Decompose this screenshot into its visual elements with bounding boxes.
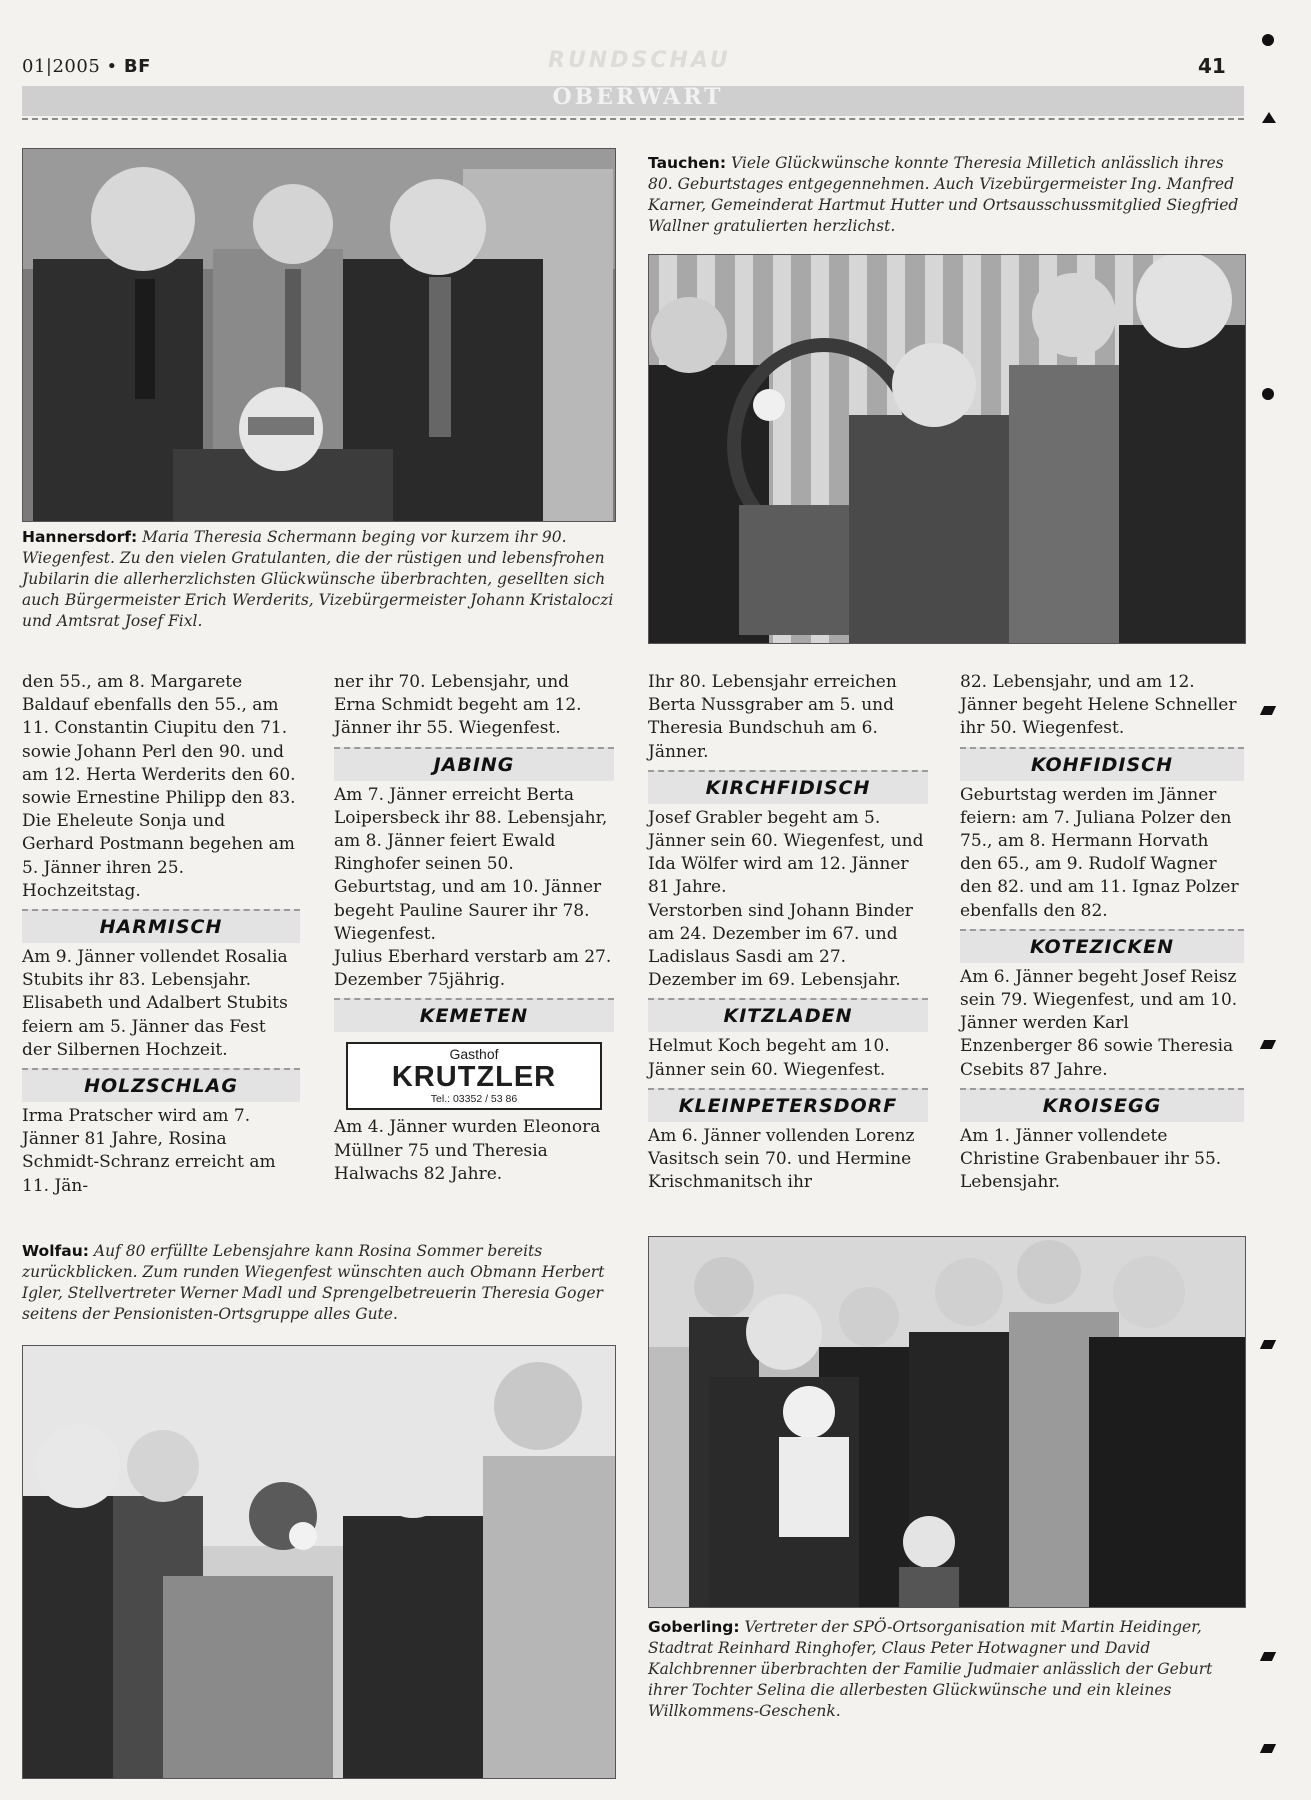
column-2 <box>334 671 614 1186</box>
binder-mark <box>1260 706 1276 715</box>
caption-place: Hannersdorf: <box>22 528 138 546</box>
photo-tauchen <box>648 254 1246 644</box>
section-heading: KIRCHFIDISCH <box>705 776 871 799</box>
heading-kitzladen <box>648 998 928 1032</box>
heading-jabing <box>334 747 614 781</box>
issue-label <box>22 56 151 77</box>
issue-separator: • <box>106 56 118 77</box>
section-heading: JABING <box>433 753 515 776</box>
heading-kirchfidisch <box>648 770 928 804</box>
paragraph: Helmut Koch begeht am 10. Jänner sein 60. Wiegenfest. <box>648 1036 890 1080</box>
binder-mark <box>1262 388 1274 400</box>
brand-wordmark: RUNDSCHAU <box>548 48 731 73</box>
ad-subtitle: Gasthof <box>449 1046 499 1063</box>
photo-hannersdorf <box>22 148 616 522</box>
column-3 <box>648 671 928 1194</box>
paragraph: Geburtstag werden im Jänner feiern: am 7. Juliana Polzer den 75., am 8. Hermann Horvath den 65., am 9. Rudolf Wagner den 82. und am 11. Ignaz Polzer ebenfalls den 82. <box>960 784 1239 921</box>
heading-harmisch <box>22 909 300 943</box>
section-heading: KLEINPETERSDORF <box>678 1094 898 1117</box>
paragraph: Am 4. Jänner wurden Eleonora Müllner 75 und Theresia Halwachs 82 Jahre. <box>334 1117 601 1184</box>
column-4 <box>960 671 1244 1194</box>
paragraph: Verstorben sind Johann Binder am 24. Dezember im 67. und Ladislaus Sasdi am 27. Dezember im 69. Lebensjahr. <box>648 900 913 991</box>
caption-text: Maria Theresia Schermann beging vor kurzem ihr 90. Wiegenfest. Zu den vielen Gratulanten, die der rüstigen und lebensfrohen Jubilarin die allerherzlichsten Glückwünsche überbrachten, gesellten sich auch Bürgermeister Erich Werderits, Vizebürgermeister Johann Kristaloczi und Amtsrat Josef Fixl. <box>22 528 614 630</box>
binder-mark <box>1260 1040 1276 1049</box>
paragraph: Die Eheleute Sonja und Gerhard Postmann begehen am 5. Jänner ihren 25. Hochzeitstag. <box>22 811 295 901</box>
paragraph: Am 1. Jänner vollendete Christine Grabenbauer ihr 55. Lebensjahr. <box>960 1125 1222 1193</box>
section-heading: KOTEZICKEN <box>1030 935 1174 958</box>
section-heading: KEMETEN <box>419 1005 529 1028</box>
caption-place: Goberling: <box>648 1618 740 1636</box>
section-heading: KOHFIDISCH <box>1031 753 1173 776</box>
section-title: OBERWART <box>552 84 724 110</box>
binder-mark <box>1262 34 1274 46</box>
header-divider <box>22 118 1244 120</box>
paragraph: den 55., am 8. Margarete Baldauf ebenfalls den 55., am 11. Constantin Ciupitu den 71. sowie Johann Perl den 90. und am 12. Herta Werderits den 60. sowie Ernestine Philipp den 83. <box>22 672 296 809</box>
binder-mark <box>1260 1744 1276 1753</box>
paragraph: Am 7. Jänner erreicht Berta Loipersbeck ihr 88. Lebensjahr, am 8. Jänner feiert Ewald Ringhofer seinen 50. Geburtstag, und am 10. Jänner begeht Pauline Saurer ihr 78. Wiegenfest. <box>334 784 608 944</box>
ad-phone: Tel.: 03352 / 53 86 <box>430 1093 518 1106</box>
section-heading: KITZLADEN <box>723 1005 853 1028</box>
caption-wolfau <box>22 1241 614 1325</box>
caption-tauchen <box>648 153 1244 237</box>
ad-title: KRUTZLER <box>391 1061 557 1094</box>
paragraph: Am 6. Jänner begeht Josef Reisz sein 79. Wiegenfest, und am 10. Jänner werden Karl Enzenberger 86 sowie Theresia Csebits 87 Jahre. <box>960 966 1238 1080</box>
photo-wolfau <box>22 1345 616 1779</box>
caption-text: Auf 80 erfüllte Lebensjahre kann Rosina Sommer bereits zurückblicken. Zum runden Wiegenfest wünschten auch Obmann Herbert Igler, Stellvertreter Werner Madl und Sprengelbetreuerin Theresia Goger seitens der Pensionisten-Ortsgruppe alles Gute. <box>22 1242 605 1323</box>
paragraph: Ihr 80. Lebensjahr erreichen Berta Nussgraber am 5. und Theresia Bundschuh am 6. Jänner. <box>648 672 897 762</box>
binder-mark <box>1262 112 1276 123</box>
issue-date: 01|2005 <box>22 56 101 77</box>
paragraph: 82. Lebensjahr, und am 12. Jänner begeht Helene Schneller ihr 50. Wiegenfest. <box>960 672 1237 739</box>
issue-code: BF <box>123 56 151 77</box>
column-1 <box>22 671 300 1198</box>
caption-place: Tauchen: <box>648 154 727 172</box>
page-number: 41 <box>1198 54 1226 78</box>
paragraph: Irma Pratscher wird am 7. Jänner 81 Jahre, Rosina Schmidt-Schranz erreicht am 11. Jän- <box>22 1106 276 1196</box>
binder-mark <box>1260 1652 1276 1661</box>
caption-text: Vertreter der SPÖ-Ortsorganisation mit Martin Heidinger, Stadtrat Reinhard Ringhofer, Claus Peter Hotwagner und David Kalchbrenner überbrachten der Familie Judmaier anlässlich der Geburt ihrer Tochter Selina die allerbesten Glückwünsche und ein kleines Willkommens-Geschenk. <box>648 1618 1213 1720</box>
paragraph: Josef Grabler begeht am 5. Jänner sein 60. Wiegenfest, und Ida Wölfer wird am 12. Jänner 81 Jahre. <box>648 807 924 898</box>
photo-goberling <box>648 1236 1246 1608</box>
paragraph: Am 6. Jänner vollenden Lorenz Vasitsch sein 70. und Hermine Krischmanitsch ihr <box>648 1125 915 1193</box>
heading-kleinpetersdorf <box>648 1088 928 1122</box>
caption-place: Wolfau: <box>22 1242 89 1260</box>
heading-holzschlag <box>22 1068 300 1102</box>
advertisement-krutzler <box>346 1042 602 1110</box>
heading-kotezicken <box>960 929 1244 963</box>
caption-hannersdorf <box>22 527 614 632</box>
caption-goberling <box>648 1617 1244 1722</box>
heading-kemeten <box>334 998 614 1032</box>
paragraph: Am 9. Jänner vollendet Rosalia Stubits ihr 83. Lebensjahr. Elisabeth und Adalbert Stubits feiern am 5. Jänner das Fest der Silbernen Hochzeit. <box>22 947 288 1060</box>
caption-text: Viele Glückwünsche konnte Theresia Milletich anlässlich ihres 80. Geburtstages entgegennehmen. Auch Vizebürgermeister Ing. Manfred Karner, Gemeinderat Hartmut Hutter und Ortsausschussmitglied Siegfried Wallner gratulierten herzlichst. <box>648 154 1239 235</box>
paragraph: Julius Eberhard verstarb am 27. Dezember 75jährig. <box>334 947 612 991</box>
section-heading: HARMISCH <box>99 916 223 939</box>
binder-mark <box>1260 1340 1276 1349</box>
section-heading: KROISEGG <box>1042 1094 1162 1117</box>
paragraph: ner ihr 70. Lebensjahr, und Erna Schmidt begeht am 12. Jänner ihr 55. Wiegenfest. <box>334 672 582 739</box>
section-heading: HOLZSCHLAG <box>84 1075 238 1098</box>
heading-kohfidisch <box>960 747 1244 781</box>
heading-kroisegg <box>960 1088 1244 1122</box>
